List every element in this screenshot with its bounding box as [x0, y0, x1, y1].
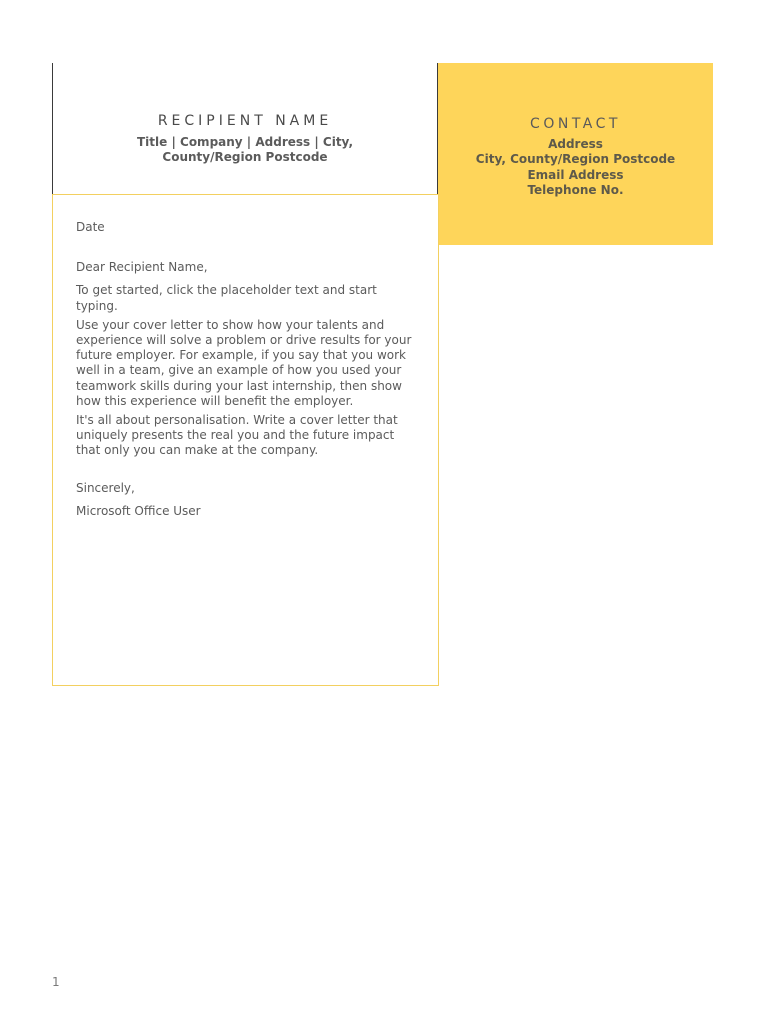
contact-telephone: Telephone No.: [527, 183, 624, 198]
letter-date[interactable]: Date: [76, 220, 105, 234]
recipient-details-line-2: County/Region Postcode: [162, 150, 328, 164]
letter-salutation[interactable]: Dear Recipient Name,: [76, 260, 208, 275]
letter-paragraph-3[interactable]: It's all about personalisation. Write a cover letter that uniquely presents the real you and the future impact that only you can make at the company.: [76, 413, 398, 458]
letter-paragraph-1[interactable]: To get started, click the placeholder text and start typing.: [76, 283, 377, 313]
recipient-details-line-1: Title | Company | Address | City,: [136, 135, 354, 149]
recipient-details[interactable]: [83, 135, 407, 165]
recipient-name[interactable]: RECIPIENT NAME: [157, 113, 333, 129]
letter-paragraph-2[interactable]: Use your cover letter to show how your talents and experience will solve a problem or drive results for your future employer. For example, if you say that you work well in a team, give an example of how you used your teamwork skills during your last internship, then show how this experience will benefit the employer.: [76, 317, 412, 408]
contact-panel: [438, 63, 713, 245]
letter-closing[interactable]: Sincerely,: [76, 480, 135, 495]
contact-address: Address: [548, 137, 603, 151]
recipient-header: [52, 63, 438, 194]
contact-heading: CONTACT: [530, 116, 621, 132]
contact-city: City, County/Region Postcode: [475, 152, 676, 167]
page-number: 1: [52, 975, 60, 989]
letter-signature[interactable]: Microsoft Office User: [76, 503, 201, 518]
letter-body-box: [52, 194, 439, 686]
contact-email: Email Address: [527, 167, 624, 182]
contact-details[interactable]: [438, 137, 713, 199]
letter-content[interactable]: [76, 220, 412, 519]
